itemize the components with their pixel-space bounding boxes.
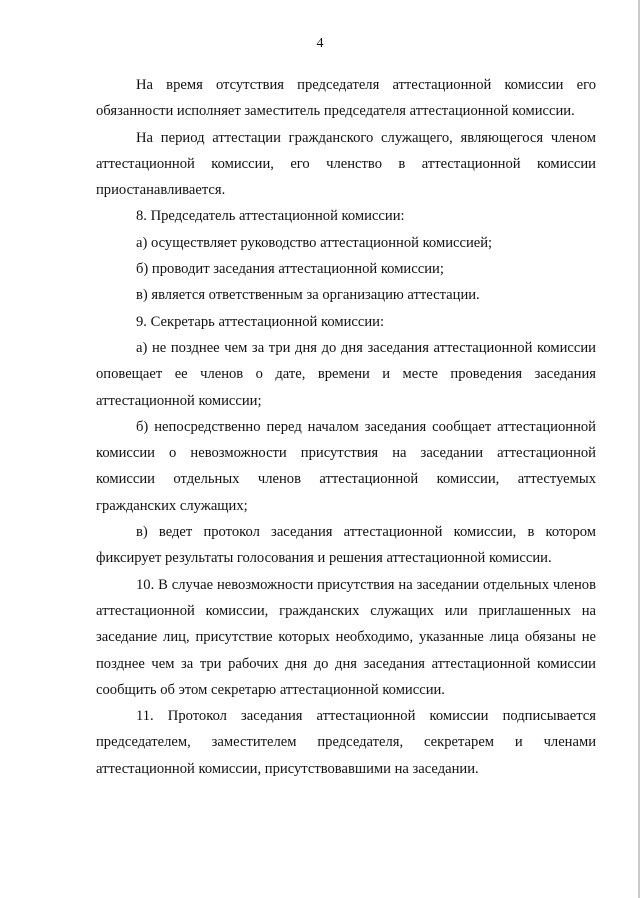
paragraph-item-9v: в) ведет протокол заседания аттестационной комиссии, в котором фиксирует результаты голосования и решения аттестационной комиссии. <box>96 524 596 567</box>
paragraph-item-8a: а) осуществляет руководство аттестационной комиссией; <box>136 234 493 251</box>
paragraph-item-8: 8. Председатель аттестационной комиссии: <box>136 208 405 225</box>
paragraph-item-9: 9. Секретарь аттестационной комиссии: <box>136 313 385 330</box>
paragraph-membership-suspension: На период аттестации гражданского служащего, являющегося членом аттестационной комиссии, его членство в аттестационной комиссии приостанавливается. <box>96 129 596 199</box>
paragraph-item-9b: б) непосредственно перед началом заседания сообщает аттестационной комиссии о невозможности присутствия на заседании аттестационной комиссии отдельных членов аттестационной комиссии, аттестуемых гражданских служащих; <box>96 418 596 514</box>
paragraph-item-8v: в) является ответственным за организацию аттестации. <box>136 287 480 304</box>
paragraph-chairman-absence: На время отсутствия председателя аттестационной комиссии его обязанности исполняет заместитель председателя аттестационной комиссии. <box>96 77 596 120</box>
paragraph-item-11: 11. Протокол заседания аттестационной комиссии подписывается председателем, заместителем председателя, секретарем и членами аттестационной комиссии, присутствовавшими на заседании. <box>96 708 596 777</box>
paragraph-item-8b: б) проводит заседания аттестационной комиссии; <box>136 261 444 278</box>
paragraph-item-10: 10. В случае невозможности присутствия на заседании отдельных членов аттестационной комиссии, гражданских служащих или приглашенных на заседание лиц, присутствие которых необходимо, указанные лица обязаны не позднее чем за три рабочих дня до дня заседания аттестационной комиссии сообщить об этом секретарю аттестационной комиссии. <box>96 576 596 698</box>
page-number: 4 <box>316 36 324 51</box>
paragraph-item-9a: а) не позднее чем за три дня до дня заседания аттестационной комиссии оповещает ее членов о дате, времени и месте проведения заседания аттестационной комиссии; <box>96 339 596 409</box>
document-body <box>96 72 596 782</box>
